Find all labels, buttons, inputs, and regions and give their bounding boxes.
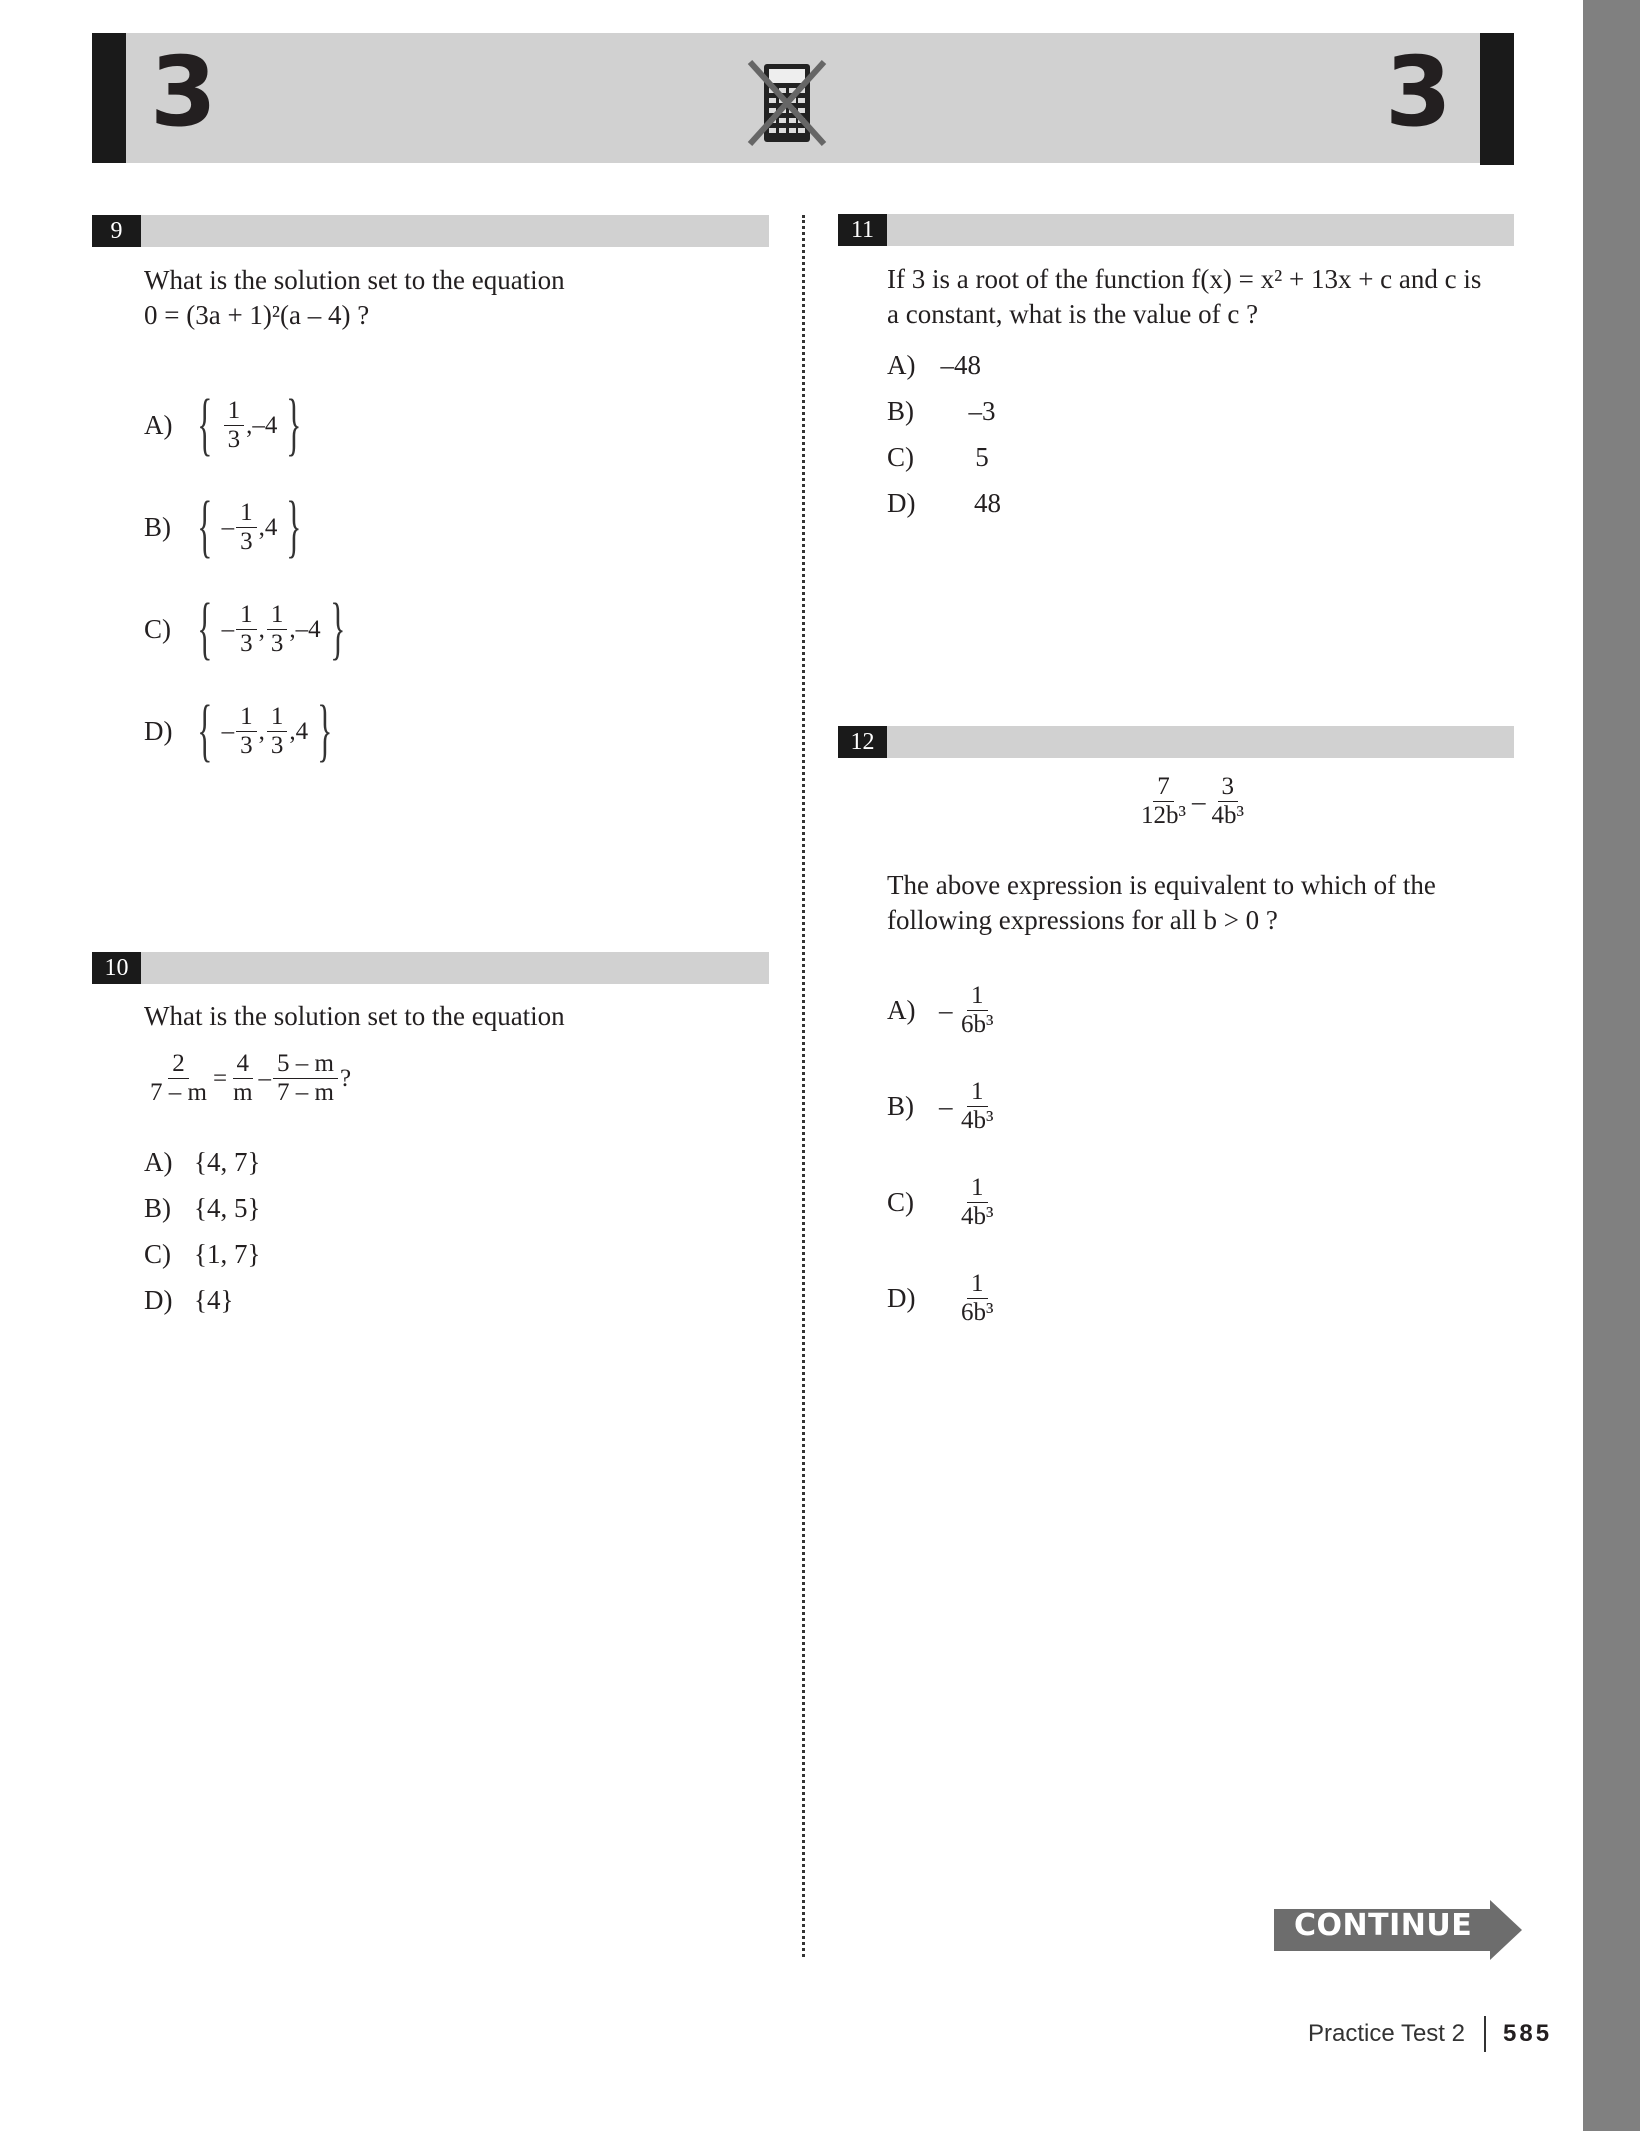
fraction (267, 703, 288, 760)
option-value: {1, 7} (194, 1238, 261, 1269)
question-12-text-line1: The above expression is equivalent to which of the (887, 870, 1436, 900)
answer-option[interactable] (887, 1078, 1000, 1135)
question-9-text: What is the solution set to the equation (144, 265, 565, 295)
term-sign: – (221, 513, 235, 541)
solution-set (188, 590, 354, 667)
option-label: A) (887, 995, 916, 1025)
question-11-text-line1: If 3 is a root of the function f(x) = x² + 13x + c and c is (887, 264, 1482, 294)
option-sign: – (939, 1091, 953, 1121)
question-10-bar (92, 952, 769, 984)
fraction (224, 397, 245, 454)
denominator: 4b³ (1211, 802, 1244, 829)
numerator: 1 (224, 397, 245, 426)
footer-divider (1484, 2016, 1486, 2052)
fraction (957, 1174, 998, 1231)
left-brace: { (197, 692, 213, 769)
denominator: 3 (270, 629, 284, 657)
option-value: –3 (968, 395, 996, 426)
answer-option[interactable] (144, 1185, 260, 1231)
option-value: –48 (940, 349, 981, 380)
option-label: A) (887, 349, 916, 380)
denominator: 3 (227, 425, 241, 453)
option-label: B) (887, 395, 914, 426)
denominator: 7 – m (277, 1079, 334, 1106)
question-10-equation (144, 1050, 351, 1107)
option-label: C) (887, 441, 914, 472)
option-label: C) (144, 1238, 171, 1269)
numerator: 1 (236, 703, 257, 732)
option-label: D) (144, 1284, 173, 1315)
fraction (957, 982, 998, 1039)
answer-option[interactable] (144, 692, 342, 769)
answer-option[interactable] (144, 488, 311, 565)
answer-option[interactable] (887, 434, 1027, 480)
denominator: m (233, 1079, 253, 1106)
term-sign: – (221, 615, 235, 643)
denominator: 6b³ (961, 1011, 994, 1038)
term-sign: , (258, 615, 265, 643)
option-sign: – (939, 995, 953, 1025)
numerator: 1 (236, 601, 257, 630)
no-calculator-icon (742, 58, 832, 148)
answer-option[interactable] (887, 1174, 1000, 1231)
right-brace: } (317, 692, 333, 769)
answer-option[interactable] (144, 1231, 260, 1277)
option-value: 5 (975, 441, 989, 472)
denominator: 3 (240, 527, 253, 555)
set-tail: ,4 (258, 513, 278, 541)
denominator: 12b³ (1141, 802, 1186, 829)
left-brace: { (197, 590, 213, 667)
numerator: 1 (236, 499, 257, 528)
option-label: C) (887, 1187, 914, 1217)
denominator: 4b³ (961, 1203, 994, 1230)
continue-label: CONTINUE (1294, 1908, 1473, 1943)
right-brace: } (329, 590, 345, 667)
option-label: B) (144, 511, 171, 542)
footer-book-title: Practice Test 2 (1308, 2020, 1465, 2047)
question-11-options (887, 342, 1027, 526)
question-number: 12 (838, 726, 887, 758)
denominator: 7 – m (150, 1079, 207, 1106)
option-value: {4, 5} (194, 1192, 261, 1223)
option-label: D) (144, 715, 173, 746)
option-value: {4} (194, 1284, 234, 1315)
question-number: 9 (92, 215, 141, 247)
denominator: 4b³ (961, 1107, 994, 1134)
option-label: B) (887, 1091, 914, 1121)
denominator: 3 (270, 731, 284, 759)
fraction (236, 703, 257, 760)
set-tail: ,–4 (246, 411, 278, 439)
answer-option[interactable] (887, 388, 1027, 434)
numerator: 1 (967, 1078, 988, 1107)
question-number: 10 (92, 952, 141, 984)
numerator: 1 (967, 1174, 988, 1203)
numerator: 1 (267, 703, 288, 732)
right-brace: } (286, 386, 302, 463)
fraction (236, 499, 257, 556)
solution-set (188, 386, 311, 463)
fraction (957, 1270, 998, 1327)
answer-option[interactable] (887, 982, 1000, 1039)
numerator: 1 (967, 982, 988, 1011)
section-number-right: 3 (1385, 36, 1452, 148)
solution-set (188, 488, 311, 565)
set-tail: ,–4 (289, 615, 321, 643)
question-10-options (144, 1139, 260, 1323)
option-label: D) (887, 487, 916, 518)
fraction (957, 1078, 998, 1135)
numerator: 1 (967, 1270, 988, 1299)
question-12-text-line2: following expressions for all b > 0 ? (887, 905, 1278, 935)
answer-option[interactable] (887, 480, 1027, 526)
header-bar-right (1480, 33, 1514, 165)
set-tail: ,4 (289, 717, 309, 745)
question-12-expression (1135, 773, 1250, 830)
term-sign: , (258, 717, 265, 745)
numerator: 4 (233, 1050, 254, 1079)
solution-set (188, 692, 342, 769)
minus-sign: – (258, 1065, 272, 1092)
numerator: 1 (267, 601, 288, 630)
question-number: 11 (838, 214, 887, 246)
fraction (267, 601, 288, 658)
denominator: 3 (240, 629, 253, 657)
equals-sign: = (212, 1065, 228, 1092)
page-number: 585 (1503, 2020, 1553, 2047)
option-label: C) (144, 613, 171, 644)
answer-option[interactable] (144, 386, 311, 463)
option-value: {4, 7} (194, 1146, 261, 1177)
question-11-text-line2: a constant, what is the value of c ? (887, 299, 1259, 329)
question-11-bar (838, 214, 1514, 246)
question-10-text: What is the solution set to the equation (144, 1001, 565, 1031)
page-edge-tab (1583, 0, 1640, 2131)
option-label: B) (144, 1192, 171, 1223)
question-12-bar (838, 726, 1514, 758)
answer-option[interactable] (144, 1139, 260, 1185)
column-divider (802, 215, 805, 1957)
denominator: 3 (240, 731, 253, 759)
section-number-left: 3 (150, 36, 217, 148)
question-9-equation: 0 = (3a + 1)²(a – 4) ? (144, 300, 370, 330)
numerator: 3 (1218, 773, 1239, 802)
question-9-bar (92, 215, 769, 247)
answer-option[interactable] (144, 1277, 260, 1323)
left-brace: { (197, 386, 213, 463)
numerator: 5 – m (273, 1050, 338, 1079)
answer-option[interactable] (887, 1270, 1000, 1327)
option-label: D) (887, 1283, 916, 1313)
header-bar-left (92, 33, 126, 163)
option-label: A) (144, 409, 173, 440)
fraction (236, 601, 257, 658)
numerator: 7 (1153, 773, 1174, 802)
numerator: 2 (168, 1050, 189, 1079)
option-value: 48 (974, 487, 1001, 518)
term-sign: – (221, 717, 235, 745)
denominator: 6b³ (961, 1299, 994, 1326)
answer-option[interactable] (887, 342, 1027, 388)
option-label: A) (144, 1146, 173, 1177)
right-brace: } (286, 488, 302, 565)
question-mark: ? (339, 1065, 352, 1092)
answer-option[interactable] (144, 590, 354, 667)
minus-sign: – (1192, 786, 1206, 816)
left-brace: { (197, 488, 213, 565)
